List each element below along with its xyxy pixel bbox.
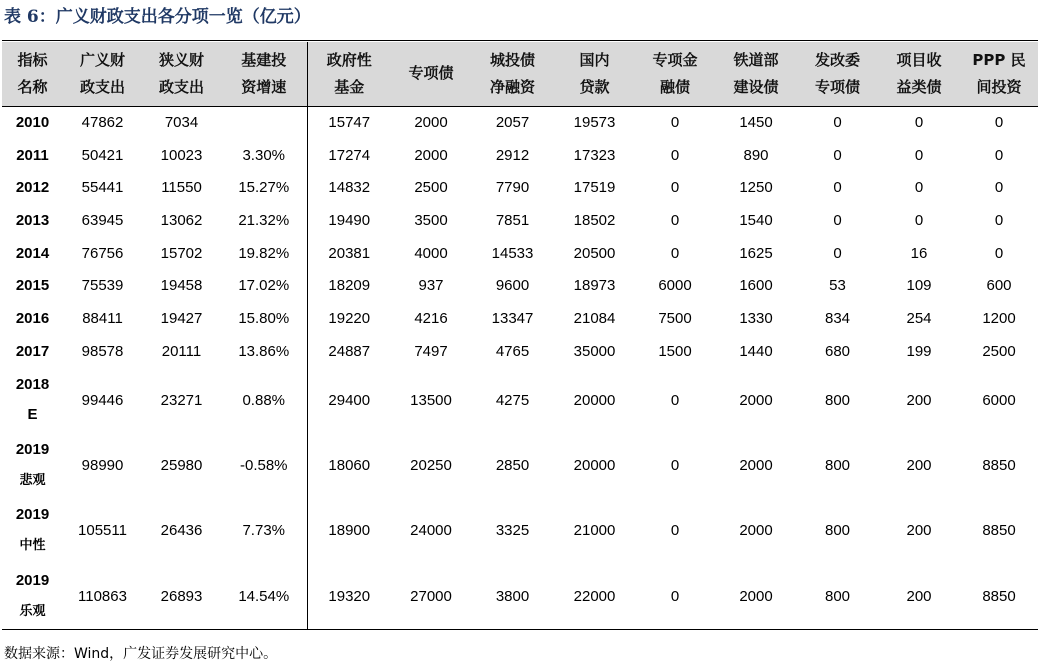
table-cell: 200 <box>906 391 932 409</box>
table-cell: 0 <box>994 244 1004 262</box>
table-cell: 21000 <box>573 522 616 540</box>
table-cell: 800 <box>824 587 851 605</box>
row-year-line: 2012 <box>15 179 50 197</box>
table-cell: -0.58% <box>239 456 288 474</box>
table-cell: 3800 <box>495 587 530 605</box>
table-cell: 13500 <box>410 391 452 409</box>
column-header <box>221 42 307 106</box>
table-row <box>2 237 1038 270</box>
table-cell: 98578 <box>81 342 124 360</box>
table-row <box>2 563 1038 628</box>
table-cell: 19427 <box>160 309 203 327</box>
table-cell: 13062 <box>160 211 203 229</box>
table-cell: 47862 <box>81 114 124 132</box>
table-cell: 19.82% <box>238 244 290 262</box>
row-year-label <box>2 498 63 563</box>
column-header-line: 专项债 <box>408 64 454 83</box>
table-cell: 8850 <box>982 522 1016 540</box>
row-year-label <box>2 106 63 139</box>
column-header-line: 广义财 <box>79 50 125 69</box>
table-cell: 17274 <box>307 139 391 172</box>
table-cell: 19573 <box>573 114 616 132</box>
table-cell: 0 <box>833 211 842 229</box>
table-cell: 23271 <box>160 391 203 409</box>
table-cell: 0 <box>670 114 680 132</box>
table-cell: 0 <box>833 114 842 132</box>
table-title: 表 6：广义财政支出各分项一览（亿元） <box>4 7 311 27</box>
table-cell: 2850 <box>495 456 530 474</box>
column-header-line: 指标 <box>17 50 48 69</box>
table-cell: 0 <box>833 244 842 262</box>
table-cell: 13.86% <box>238 342 290 360</box>
table-cell: 19458 <box>160 277 203 295</box>
row-year-label <box>2 139 63 172</box>
row-year-label <box>2 563 63 628</box>
column-header-line: 间投资 <box>976 77 1022 96</box>
column-header <box>391 42 471 106</box>
table-cell: 16 <box>910 244 928 262</box>
table-cell: 7034 <box>164 114 199 132</box>
column-header-line: 项目收 <box>896 50 942 69</box>
table-cell: 15747 <box>307 106 391 139</box>
table-cell: 105511 <box>78 522 127 540</box>
table-cell: 3.30% <box>242 146 286 164</box>
source-note: 数据来源：Wind，广发证券发展研究中心。 <box>4 646 278 662</box>
column-header-line: 政支出 <box>79 77 125 96</box>
row-year-label <box>2 368 63 433</box>
table-cell: 15702 <box>160 244 203 262</box>
table-cell: 0 <box>914 211 924 229</box>
table-cell: 7500 <box>658 309 692 327</box>
table-header <box>2 42 1038 106</box>
table-cell: 200 <box>906 587 932 605</box>
table-cell: 3325 <box>495 522 530 540</box>
table-cell: 1600 <box>739 277 773 295</box>
fiscal-spending-table <box>2 42 1038 629</box>
row-year-line: 2018 <box>15 376 50 394</box>
table-cell: 19220 <box>307 302 391 335</box>
table-cell: 53 <box>829 277 846 295</box>
column-header <box>307 42 391 106</box>
table-top-rule <box>2 40 1038 41</box>
column-header <box>635 42 715 106</box>
table-cell: 19490 <box>307 204 391 237</box>
table-cell: 200 <box>906 456 932 474</box>
table-cell: 9600 <box>495 277 530 295</box>
table-cell: 20250 <box>410 456 452 474</box>
table-cell: 98990 <box>81 456 124 474</box>
table-cell: 1200 <box>982 309 1016 327</box>
table-cell: 14.54% <box>238 587 290 605</box>
column-header <box>471 42 554 106</box>
table-cell: 0 <box>670 456 680 474</box>
table-cell: 0 <box>670 179 680 197</box>
table-cell: 0 <box>670 211 680 229</box>
table-cell: 21.32% <box>238 211 290 229</box>
table-cell: 110863 <box>78 587 127 605</box>
table-cell: 800 <box>824 391 851 409</box>
column-header-line: 狭义财 <box>158 50 204 69</box>
column-header-line: 建设债 <box>733 77 779 96</box>
table-cell: 0.88% <box>242 391 286 409</box>
table-cell: 254 <box>906 309 932 327</box>
table-cell: 76756 <box>81 244 124 262</box>
table-cell: 17519 <box>573 179 616 197</box>
table-cell: 18502 <box>573 211 616 229</box>
column-header <box>554 42 635 106</box>
row-year-line: 2019 <box>15 571 50 589</box>
table-cell: 834 <box>824 309 851 327</box>
table-cell: 14832 <box>307 171 391 204</box>
table-cell: 0 <box>670 244 680 262</box>
column-header-line: 政府性 <box>326 50 372 69</box>
table-cell: 0 <box>833 179 842 197</box>
table-cell: 6000 <box>658 277 692 295</box>
table-cell: 0 <box>914 146 924 164</box>
row-year-label <box>2 171 63 204</box>
row-year-line: 2013 <box>15 211 50 229</box>
table-row <box>2 269 1038 302</box>
table-cell: 1330 <box>739 309 773 327</box>
column-header-line: 铁道部 <box>733 50 779 69</box>
column-header-line: 贷款 <box>579 77 610 96</box>
table-cell: 0 <box>994 211 1004 229</box>
table-cell: 24887 <box>307 335 391 368</box>
row-year-label <box>2 237 63 270</box>
table-cell: 8850 <box>982 587 1016 605</box>
table-row <box>2 335 1038 368</box>
column-header <box>960 42 1038 106</box>
table-cell: 890 <box>743 146 769 164</box>
column-header <box>797 42 878 106</box>
table-row <box>2 498 1038 563</box>
table-cell: 2500 <box>982 342 1016 360</box>
header-row <box>2 42 1038 106</box>
table-cell: 22000 <box>573 587 616 605</box>
table-cell: 2000 <box>414 114 448 132</box>
table-cell: 14533 <box>491 244 534 262</box>
table-cell: 2000 <box>739 522 773 540</box>
table-cell: 0 <box>833 146 842 164</box>
column-header-line: 基金 <box>334 77 365 96</box>
table-cell: 18900 <box>307 498 391 563</box>
table-cell: 2912 <box>495 146 530 164</box>
table-cell: 63945 <box>81 211 124 229</box>
row-year-line: 2016 <box>15 309 50 327</box>
table-cell: 800 <box>824 522 851 540</box>
table-cell: 0 <box>670 391 680 409</box>
table-cell: 937 <box>418 277 444 295</box>
table-row <box>2 106 1038 139</box>
column-header-line: 专项债 <box>814 77 860 96</box>
row-year-label <box>2 433 63 498</box>
table-cell: 18060 <box>307 433 391 498</box>
row-year-line: 悲观 <box>19 472 46 488</box>
table-cell: 17323 <box>573 146 616 164</box>
row-year-label <box>2 269 63 302</box>
table-cell: 24000 <box>410 522 452 540</box>
table-cell: 29400 <box>307 368 391 433</box>
table-cell: 20000 <box>573 391 616 409</box>
table-cell <box>221 106 307 139</box>
table-cell: 1625 <box>739 244 773 262</box>
row-year-label <box>2 204 63 237</box>
table-cell: 2000 <box>739 587 773 605</box>
table-cell: 7497 <box>414 342 448 360</box>
table-cell: 2000 <box>739 456 773 474</box>
table-cell: 0 <box>670 522 680 540</box>
table-cell: 18209 <box>307 269 391 302</box>
table-cell: 0 <box>670 587 680 605</box>
column-header-line: 专项金 <box>652 50 698 69</box>
table-cell: 1250 <box>739 179 773 197</box>
table-cell: 4275 <box>495 391 530 409</box>
column-header-line: 净融资 <box>489 77 535 96</box>
column-header-line: 政支出 <box>158 77 204 96</box>
row-year-line: 2019 <box>15 506 50 524</box>
row-year-line: 2011 <box>16 146 49 164</box>
table-cell: 4216 <box>414 309 448 327</box>
table-body <box>2 106 1038 629</box>
table-cell: 1540 <box>739 211 773 229</box>
table-row <box>2 368 1038 433</box>
table-cell: 3500 <box>414 211 448 229</box>
table-row <box>2 171 1038 204</box>
column-header-line: PPP 民 <box>972 50 1026 69</box>
table-cell: 109 <box>906 277 932 295</box>
column-header-line: 名称 <box>17 77 48 96</box>
table-cell: 25980 <box>160 456 203 474</box>
row-year-line: 2014 <box>15 244 50 262</box>
column-header-line: 资增速 <box>241 77 287 96</box>
column-header-line: 基建投 <box>241 50 287 69</box>
column-header-line: 城投债 <box>489 50 535 69</box>
table-cell: 0 <box>670 146 680 164</box>
column-header <box>142 42 221 106</box>
table-row <box>2 433 1038 498</box>
table-cell: 21084 <box>573 309 616 327</box>
table-cell: 0 <box>914 114 924 132</box>
column-header-line: 融债 <box>659 77 690 96</box>
table-cell: 1450 <box>739 114 773 132</box>
table-row <box>2 302 1038 335</box>
table-cell: 0 <box>994 114 1004 132</box>
table-cell: 13347 <box>491 309 534 327</box>
table-cell: 27000 <box>410 587 452 605</box>
table-cell: 10023 <box>160 146 203 164</box>
table-cell: 0 <box>994 146 1004 164</box>
table-cell: 2000 <box>739 391 773 409</box>
table-cell: 26893 <box>160 587 203 605</box>
row-year-line: E <box>27 406 38 424</box>
table-cell: 7790 <box>495 179 530 197</box>
table-cell: 4765 <box>495 342 530 360</box>
table-cell: 35000 <box>573 342 616 360</box>
table-cell: 199 <box>906 342 932 360</box>
table-cell: 7.73% <box>242 522 286 540</box>
table-cell: 11550 <box>161 179 202 197</box>
table-cell: 20381 <box>307 237 391 270</box>
table-bottom-rule <box>2 629 1038 630</box>
table-cell: 7851 <box>495 211 530 229</box>
table-cell: 2500 <box>414 179 448 197</box>
row-year-line: 乐观 <box>19 603 46 619</box>
table-cell: 19320 <box>307 563 391 628</box>
table-row <box>2 204 1038 237</box>
table-cell: 1440 <box>739 342 773 360</box>
row-year-line: 2019 <box>15 440 50 458</box>
row-year-line: 2015 <box>15 277 50 295</box>
table-cell: 20111 <box>161 342 202 360</box>
table-row <box>2 139 1038 172</box>
table-cell: 99446 <box>81 391 124 409</box>
table-cell: 18973 <box>573 277 616 295</box>
table-cell: 2057 <box>495 114 530 132</box>
table-cell: 200 <box>906 522 932 540</box>
table-cell: 55441 <box>81 179 124 197</box>
table-cell: 0 <box>914 179 924 197</box>
table-cell: 800 <box>824 456 851 474</box>
row-year-label <box>2 302 63 335</box>
table-cell: 2000 <box>414 146 448 164</box>
table-cell: 4000 <box>414 244 448 262</box>
column-header-line: 益类债 <box>896 77 942 96</box>
column-header-line: 国内 <box>579 50 610 69</box>
column-header <box>2 42 63 106</box>
table-cell: 75539 <box>81 277 124 295</box>
row-year-label <box>2 335 63 368</box>
table-cell: 1500 <box>658 342 692 360</box>
table-cell: 680 <box>824 342 851 360</box>
table-cell: 8850 <box>982 456 1016 474</box>
table-cell: 15.27% <box>238 179 290 197</box>
column-header <box>63 42 142 106</box>
column-header-line: 发改委 <box>814 50 860 69</box>
row-year-line: 2010 <box>15 114 50 132</box>
table-cell: 600 <box>986 277 1012 295</box>
table-cell: 50421 <box>81 146 124 164</box>
table-cell: 20500 <box>573 244 616 262</box>
table-cell: 0 <box>994 179 1004 197</box>
table-cell: 88411 <box>82 309 123 327</box>
table-cell: 6000 <box>982 391 1016 409</box>
table-cell: 17.02% <box>238 277 290 295</box>
table-cell: 26436 <box>160 522 203 540</box>
column-header <box>715 42 797 106</box>
column-header <box>878 42 960 106</box>
row-year-line: 2017 <box>15 342 50 360</box>
table-cell: 15.80% <box>238 309 290 327</box>
row-year-line: 中性 <box>19 538 46 554</box>
table-cell: 20000 <box>573 456 616 474</box>
